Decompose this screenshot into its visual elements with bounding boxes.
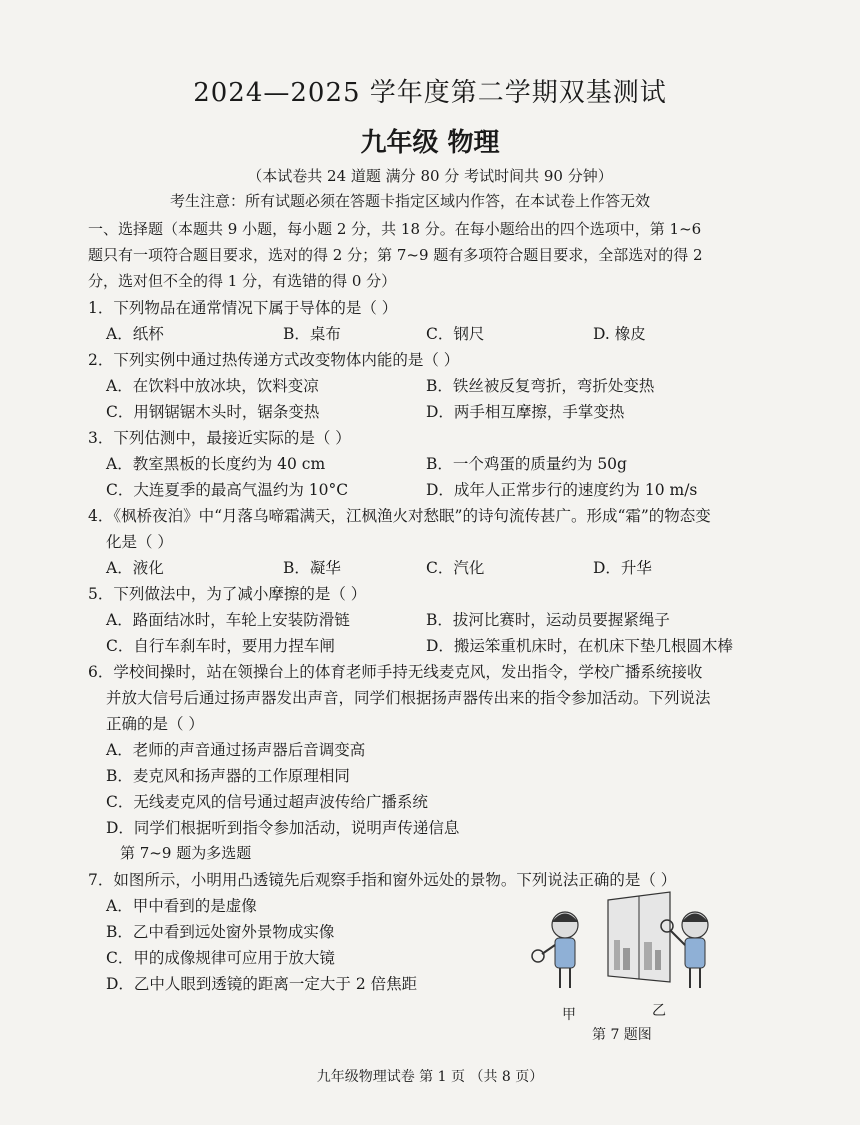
q3-option-b: B．一个鸡蛋的质量约为 50g	[426, 455, 627, 473]
question-7-stem: 7．如图所示，小明用凸透镜先后观察手指和窗外远处的景物。下列说法正确的是（ ）	[88, 871, 677, 889]
question-6-stem-line2: 并放大信号后通过扬声器发出声音，同学们根据扬声器传出来的指令参加活动。下列说法	[106, 689, 711, 707]
q7-option-c: C．甲的成像规律可应用于放大镜	[106, 949, 335, 967]
q3-option-a: A．教室黑板的长度约为 40 cm	[106, 455, 326, 473]
section-instructions-line1: 一、选择题（本题共 9 小题，每小题 2 分，共 18 分。在每小题给出的四个选项中，第 1~6	[88, 220, 702, 238]
question-5-stem: 5．下列做法中，为了减小摩擦的是（ ）	[88, 585, 367, 603]
q2-option-b: B．铁丝被反复弯折，弯折处变热	[426, 377, 655, 395]
question-7-figure	[520, 890, 720, 1015]
exam-notice: 考生注意：所有试题必须在答题卡指定区域内作答，在本试卷上作答无效	[170, 192, 651, 210]
section-instructions-line3: 分，选对但不全的得 1 分，有选错的得 0 分）	[88, 272, 397, 290]
question-2-stem: 2．下列实例中通过热传递方式改变物体内能的是（ ）	[88, 351, 460, 369]
boy-with-magnifier-figure	[532, 912, 578, 988]
question-6-stem: 6．学校间操时，站在领操台上的体育老师手持无线麦克风，发出指令，学校广播系统接收	[88, 663, 703, 681]
q2-option-c: C．用钢锯锯木头时，锯条变热	[106, 403, 320, 421]
question-4-stem: 4．《枫桥夜泊》中“月落乌啼霜满天，江枫渔火对愁眠”的诗句流传甚广。形成“霜”的物态变	[88, 507, 711, 525]
q5-option-b: B．拔河比赛时，运动员要握紧绳子	[426, 611, 670, 629]
q7-option-b: B．乙中看到远处窗外景物成实像	[106, 923, 335, 941]
q4-option-d: D．升华	[593, 559, 652, 577]
q1-option-a: A．纸杯	[106, 325, 164, 343]
q6-option-a: A．老师的声音通过扬声器后音调变高	[106, 741, 366, 759]
q5-option-d: D．搬运笨重机床时，在机床下垫几根圆木棒	[426, 637, 733, 655]
q2-option-d: D．两手相互摩擦，手掌变热	[426, 403, 625, 421]
q6-option-d: D．同学们根据听到指令参加活动，说明声传递信息	[106, 819, 460, 837]
q7-option-a: A．甲中看到的是虚像	[106, 897, 257, 915]
question-3-stem: 3．下列估测中，最接近实际的是（ ）	[88, 429, 351, 447]
exam-subtitle: 九年级 物理	[360, 128, 500, 158]
q1-option-d: D. 橡皮	[593, 325, 646, 343]
q4-option-c: C．汽化	[426, 559, 485, 577]
q2-option-a: A．在饮料中放冰块，饮料变凉	[106, 377, 319, 395]
figure-label-jia: 甲	[562, 1007, 576, 1023]
q5-option-a: A．路面结冰时，车轮上安装防滑链	[106, 611, 350, 629]
q6-option-b: B．麦克风和扬声器的工作原理相同	[106, 767, 350, 785]
q1-option-c: C．钢尺	[426, 325, 485, 343]
q1-option-b: B．桌布	[283, 325, 341, 343]
question-4-stem-cont: 化是（ ）	[106, 533, 173, 551]
q5-option-c: C．自行车刹车时，要用力捏车闸	[106, 637, 335, 655]
question-1-stem: 1．下列物品在通常情况下属于导体的是（ ）	[88, 299, 398, 317]
q3-option-c: C．大连夏季的最高气温约为 10°C	[106, 481, 349, 499]
q7-option-d: D．乙中人眼到透镜的距离一定大于 2 倍焦距	[106, 975, 418, 993]
figure-caption: 第 7 题图	[592, 1027, 652, 1043]
exam-info: （本试卷共 24 道题 满分 80 分 考试时间共 90 分钟）	[247, 167, 613, 185]
figure-label-yi: 乙	[652, 1003, 666, 1019]
q4-option-a: A．液化	[106, 559, 164, 577]
q6-option-c: C．无线麦克风的信号通过超声波传给广播系统	[106, 793, 428, 811]
page-footer: 九年级物理试卷 第 1 页 （共 8 页）	[316, 1069, 544, 1085]
exam-title: 2024—2025 学年度第二学期双基测试	[193, 78, 667, 108]
section-instructions-line2: 题只有一项符合题目要求，选对的得 2 分；第 7~9 题有多项符合题目要求，全部选对的得 2	[88, 246, 703, 264]
q4-option-b: B．凝华	[283, 559, 341, 577]
multi-choice-note: 第 7~9 题为多选题	[120, 844, 252, 862]
question-6-stem-line3: 正确的是（ ）	[106, 715, 204, 733]
window-figure	[608, 892, 670, 982]
q3-option-d: D．成年人正常步行的速度约为 10 m/s	[426, 481, 698, 499]
